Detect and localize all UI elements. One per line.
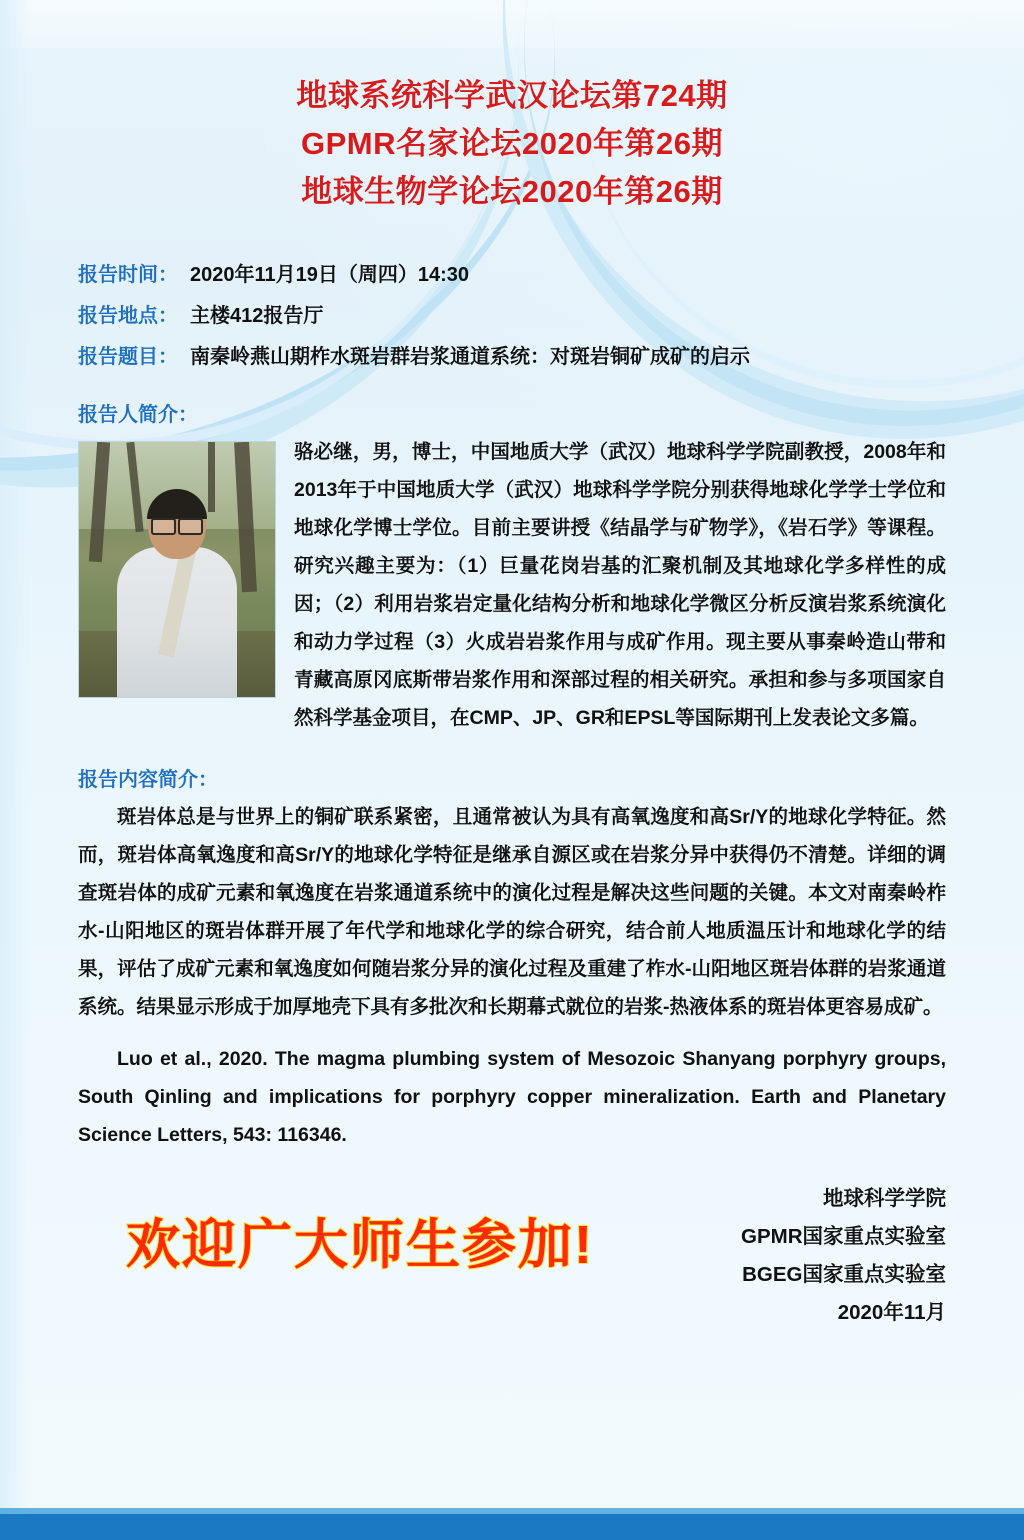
detail-label-time: 报告时间：: [78, 264, 178, 287]
decorative-bottom-bar: [0, 1514, 1024, 1540]
speaker-bio-block: [78, 433, 946, 737]
signoff-line-1: 地球科学学院: [823, 1187, 946, 1211]
abstract-text: 斑岩体总是与世界上的铜矿联系紧密，且通常被认为具有高氧逸度和高Sr/Y的地球化学特征。然而，斑岩体高氧逸度和高Sr/Y的地球化学特征是继承自源区或在岩浆分异中获得仍不清楚。详细的调查斑岩体的成矿元素和氧逸度在岩浆通道系统中的演化过程是解决这些问题的关键。本文对南秦岭柞水-山阳地区的斑岩体群开展了年代学和地球化学的综合研究，结合前人地质温压计和地球化学的结果，评估了成矿元素和氧逸度如何随岩浆分异的演化过程及重建了柞水-山阳地区斑岩体群的岩浆通道系统。结果显示形成于加厚地壳下具有多批次和长期幕式就位的岩浆-热液体系的斑岩体更容易成矿。: [78, 806, 946, 1019]
detail-label-venue: 报告地点：: [78, 305, 178, 328]
signoff-line-2: GPMR国家重点实验室: [741, 1225, 946, 1249]
title-line-2: GPMR名家论坛2020年第26期: [301, 126, 723, 162]
detail-value-topic: 南秦岭燕山期柞水斑岩群岩浆通道系统：对斑岩铜矿成矿的启示: [190, 346, 750, 369]
detail-value-venue: 主楼412报告厅: [190, 305, 324, 328]
event-details: [78, 260, 958, 372]
photo-tree-icon: [208, 442, 215, 512]
abstract-section-heading: 报告内容简介：: [78, 769, 218, 792]
glasses-icon: [151, 518, 203, 531]
signoff-block: [741, 1180, 946, 1332]
speaker-photo: [78, 441, 276, 698]
signoff-line-3: BGEG国家重点实验室: [742, 1263, 946, 1287]
title-line-3: 地球生物学论坛2020年第26期: [301, 174, 723, 210]
speaker-section-heading: 报告人简介：: [78, 404, 198, 427]
citation-text: Luo et al., 2020. The magma plumbing system of Mesozoic Shanyang porphyry groups, South Qinling and implications for porphyry copper mineralization. Earth and Planetary Science Letters, 543: 116346.: [78, 1048, 946, 1147]
detail-row-time: [78, 260, 958, 290]
detail-label-topic: 报告题目：: [78, 346, 178, 369]
title-line-1: 地球系统科学武汉论坛第724期: [296, 78, 728, 113]
signoff-line-4: 2020年11月: [837, 1301, 946, 1325]
speaker-bio-text: 骆必继，男，博士，中国地质大学（武汉）地球科学学院副教授，2008年和2013年于中国地质大学（武汉）地球科学学院分别获得地球化学学士学位和地球化学博士学位。目前主要讲授《结晶学与矿物学》，《岩石学》等课程。研究兴趣主要为：（1）巨量花岗岩基的汇聚机制及其地球化学多样性的成因；（2）利用岩浆岩定量化结构分析和地球化学微区分析反演岩浆系统演化和动力学过程（3）火成岩岩浆作用与成矿作用。现主要从事秦岭造山带和青藏高原冈底斯带岩浆作用和深部过程的相关研究。承担和参与多项国家自然科学基金项目，在CMP、JP、GR和EPSL等国际期刊上发表论文多篇。: [294, 441, 946, 730]
detail-value-time: 2020年11月19日（周四）14:30: [190, 264, 470, 287]
page-title: [0, 0, 1024, 216]
poster-footer: [0, 1180, 1024, 1360]
detail-row-topic: [78, 342, 958, 372]
detail-row-venue: [78, 301, 958, 331]
welcome-banner: 欢迎广大师生参加!: [126, 1215, 594, 1276]
abstract-block: [78, 798, 946, 1026]
